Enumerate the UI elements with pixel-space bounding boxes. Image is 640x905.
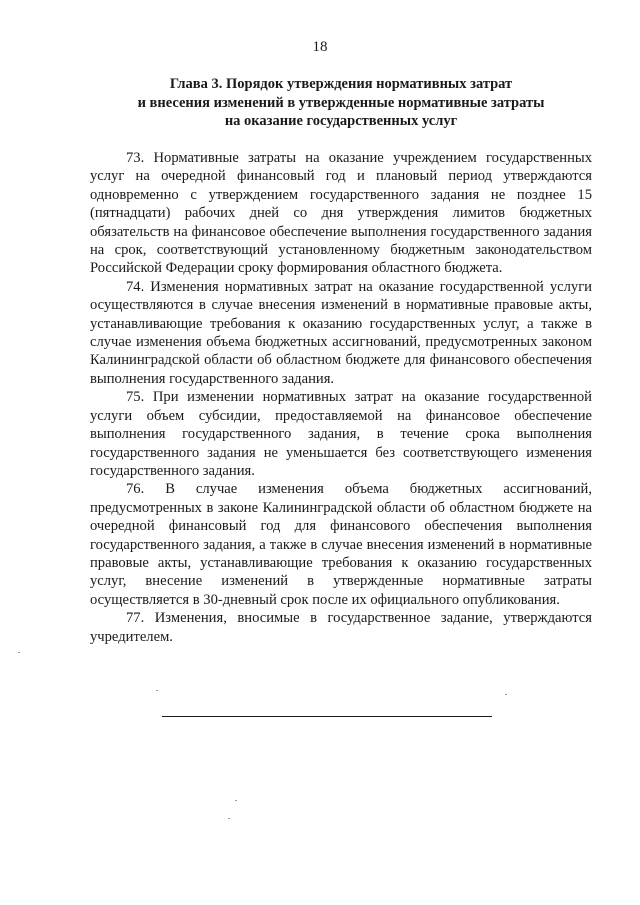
chapter-title-line: Глава 3. Порядок утверждения нормативных затрат [169,76,513,92]
paragraph-75: 75. При изменении нормативных затрат на оказание государственной услуги объем субсидии, предоставляемой на финансовое обеспечение выполнения государственного задания, в течение срока выполнения государственного задания не уменьшается без соответствующего изменения государственного задания. [90,389,592,479]
chapter-title-line: на оказание государственных услуг [224,113,458,129]
document-body [90,149,592,646]
scan-speck [156,690,158,691]
chapter-title [90,75,592,131]
paragraph-76: 76. В случае изменения объема бюджетных ассигнований, предусмотренных в законе Калининградской области об областном бюджете на очередной финансовый год для финансового обеспечения выполнения государственного задания, а также в случае внесения изменений в нормативные правовые акты, устанавливающие требования к оказанию государственных услуг, внесение изменений в утвержденные нормативные затраты осуществляется в 30-дневный срок после их официального опубликования. [90,481,592,608]
chapter-title-line: и внесения изменений в утвержденные нормативные затраты [137,94,545,111]
separator-line [162,716,492,717]
paragraph-74: 74. Изменения нормативных затрат на оказание государственной услуги осуществляются в случае внесения изменений в нормативные правовые акты, устанавливающие требования к оказанию государственных услуг, а также в случае изменения объема бюджетных ассигнований, предусмотренных законом Калининградской области об областном бюджете для финансового обеспечения выполнения государственного задания. [90,278,592,387]
scan-speck [228,818,230,819]
scan-speck [235,800,237,801]
paragraph-73: 73. Нормативные затраты на оказание учреждением государственных услуг на очередной финансовый год и плановый период утверждаются одновременно с утверждением государственного задания не позднее 15 (пятнадцати) рабочих дней со дня утверждения лимитов бюджетных обязательств на финансовое обеспечение выполнения государственного задания на срок, соответствующий установленному бюджетным законодательством Российской Федерации сроку формирования областного бюджета. [90,150,592,277]
scan-speck [18,652,20,653]
page-number: 18 [312,39,328,55]
paragraph-77: 77. Изменения, вносимые в государственное задание, утверждаются учредителем. [90,610,592,645]
scan-speck [505,694,507,695]
